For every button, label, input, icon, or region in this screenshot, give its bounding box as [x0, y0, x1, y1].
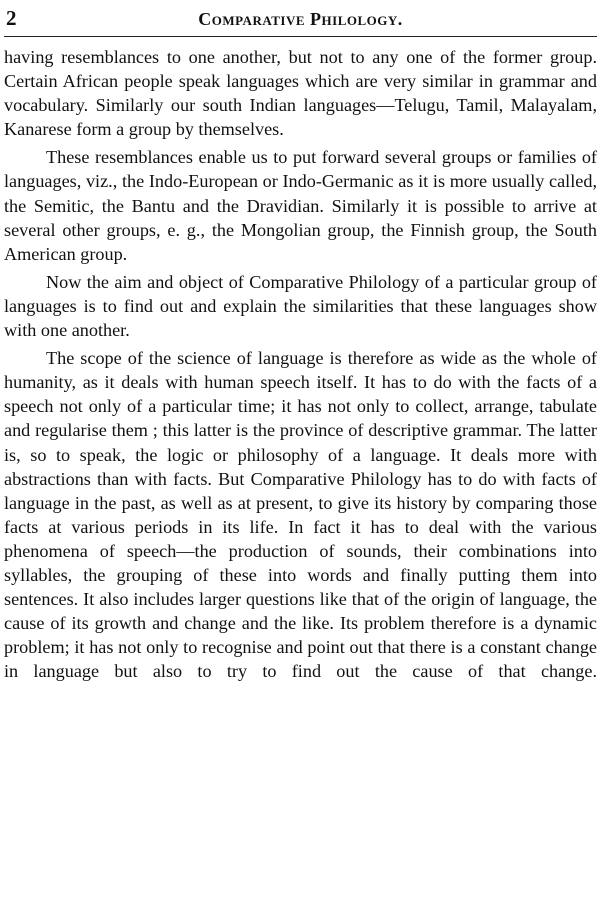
paragraph-aim: Now the aim and object of Comparative Philology of a particular group of languages is to find out and explain the similarities that these languages show with one another. [4, 271, 597, 341]
paragraph-scope: The scope of the science of language is therefore as wide as the whole of humanity, as it deals with human speech itself. It has to do with the facts of a speech not only of a particular time; it has not only to collect, arrange, tabulate and regularise them ; this latter is the province of descriptive grammar. The latter is, so to speak, the logic or philosophy of a language. It deals more with abstractions than with facts. But Comparative Philology has to do with facts of language in the past, as well as at present, to give its history by comparing those facts at various periods in its life. In fact it has to deal with the various phenomena of speech—the production of sounds, their combinations into syllables, the grouping of these into words and finally putting them into sentences. It also includes larger questions like that of the origin of language, the cause of its growth and change and the like. Its problem therefore is a dynamic problem; it has not only to recognise and point out that there is a constant change in language but also to try to find out the cause of that change. [4, 348, 597, 682]
page-header [4, 4, 597, 37]
body-text [4, 45, 597, 683]
page-number: 2 [6, 6, 17, 30]
paragraph-continuation: having resemblances to one another, but not to any one of the former group. Certain African people speak languages which are very similar in grammar and vocabulary. Similarly our south Indian languages—Telugu, Tamil, Malayalam, Kanarese form a group by themselves. [4, 47, 597, 140]
paragraph-resemblances: These resemblances enable us to put forward several groups or families of languages, viz., the Indo-European or Indo-Germanic as it is more usually called, the Semitic, the Bantu and the Dravidian. Similarly it is possible to arrive at several other groups, e. g., the Mongolian group, the Finnish group, the South American group. [4, 147, 597, 264]
running-head: Comparative Philology. [198, 9, 403, 29]
